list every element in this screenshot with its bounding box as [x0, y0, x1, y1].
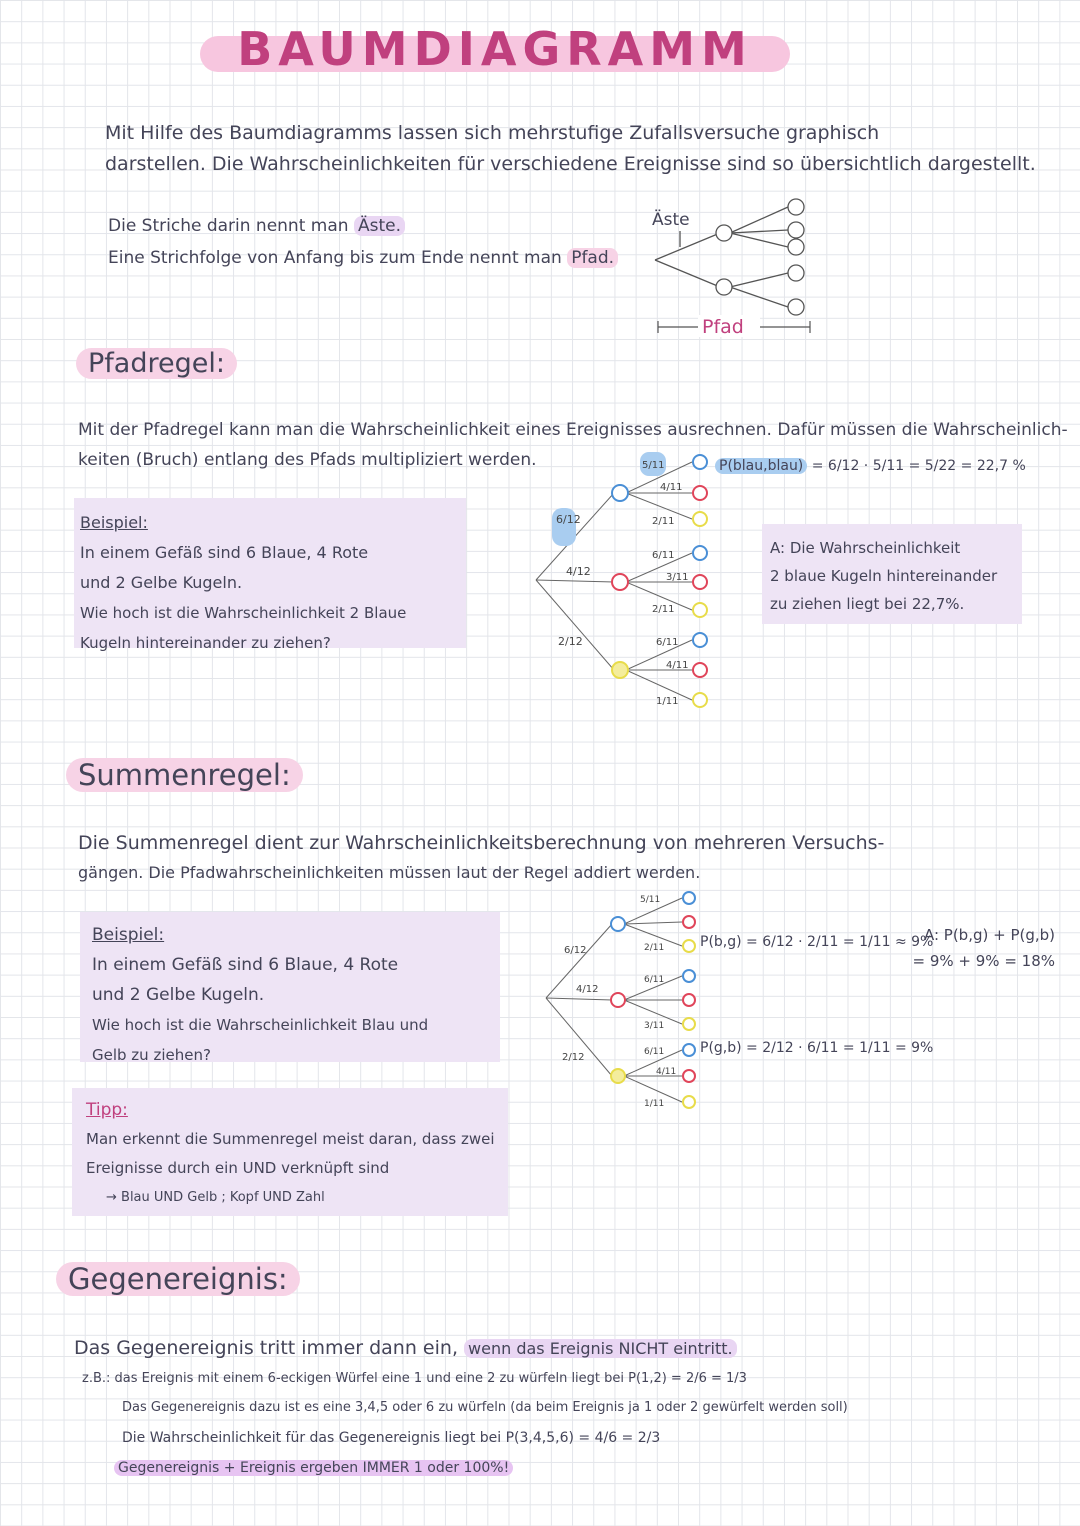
pfadregel-example-line-4: Kugeln hintereinander zu ziehen?: [80, 634, 331, 652]
intro-text: [105, 118, 1036, 180]
pfadregel-text-1: Mit der Pfadregel kann man die Wahrscheinlichkeit eines Ereignisses ausrechnen. Dafür müssen die Wahrscheinlich-: [78, 420, 1068, 440]
pfadregel-text-2: keiten (Bruch) entlang des Pfads multipliziert werden.: [78, 450, 537, 470]
gegenereignis-line-1: Das Gegenereignis tritt immer dann ein,: [74, 1337, 458, 1359]
tipp-line-2: Ereignisse durch ein UND verknüpft sind: [86, 1159, 390, 1177]
node-yellow: [612, 662, 628, 678]
sum-fraction-5-11: 5/11: [640, 895, 661, 905]
fraction-4-11-top: 4/11: [660, 482, 683, 493]
fraction-5-11-top: 5/11: [642, 460, 665, 471]
tipp-box: [72, 1088, 508, 1216]
sum-fraction-4-12: 4/12: [576, 984, 599, 995]
pfad-label: Pfad: [702, 316, 744, 338]
pfadregel-formula-label: P(blau,blau): [715, 458, 807, 474]
fraction-2-11-mid: 2/11: [652, 604, 675, 615]
fraction-4-11-bottom: 4/11: [666, 660, 689, 671]
pfadregel-answer-line-1: A: Die Wahrscheinlichkeit: [770, 539, 961, 557]
fraction-2-12: 2/12: [558, 635, 583, 648]
aeste-term: Äste.: [354, 216, 405, 236]
summenregel-tree-diagram: [540, 888, 710, 1118]
node-red: [612, 574, 628, 590]
pfadregel-formula: [715, 452, 1026, 480]
pfadregel-example-title: Beispiel:: [80, 513, 148, 532]
fraction-6-11-bottom: 6/11: [656, 637, 679, 648]
gegenereignis-heading: Gegenereignis:: [56, 1262, 300, 1296]
gegenereignis-line-5: Gegenereignis + Ereignis ergeben IMMER 1 oder 100%!: [114, 1460, 513, 1476]
pfadregel-tree-diagram: [530, 450, 730, 710]
fraction-6-11-mid: 6/11: [652, 550, 675, 561]
summenregel-example-title: Beispiel:: [92, 925, 165, 945]
summenregel-example-line-2: und 2 Gelbe Kugeln.: [92, 985, 265, 1005]
pfadregel-example-line-1: In einem Gefäß sind 6 Blaue, 4 Rote: [80, 543, 369, 562]
tipp-line-3: → Blau UND Gelb ; Kopf UND Zahl: [106, 1190, 325, 1205]
pfadregel-answer-line-3: zu ziehen liegt bei 22,7%.: [770, 595, 965, 613]
pfadregel-formula-value: = 6/12 · 5/11 = 5/22 = 22,7 %: [811, 458, 1026, 474]
gegenereignis-line-2: z.B.: das Ereignis mit einem 6-eckigen Würfel eine 1 und eine 2 zu würfeln liegt bei P(1,2) = 2/6 = 1/3: [82, 1371, 747, 1386]
pfad-term: Pfad.: [567, 248, 618, 268]
fraction-3-11-mid: 3/11: [666, 572, 689, 583]
tipp-line-1: Man erkennt die Summenregel meist daran, dass zwei: [86, 1130, 495, 1148]
sum-fraction-2-11: 2/11: [644, 943, 665, 953]
sum-fraction-2-12: 2/12: [562, 1052, 585, 1063]
tipp-title: Tipp:: [86, 1100, 128, 1120]
summenregel-text-2: gängen. Die Pfadwahrscheinlichkeiten müssen laut der Regel addiert werden.: [78, 863, 701, 882]
pfad-definition: Eine Strichfolge von Anfang bis zum Ende nennt man: [108, 248, 562, 268]
pfadregel-answer-box: [762, 524, 1022, 624]
summenregel-text-1: Die Summenregel dient zur Wahrscheinlichkeitsberechnung von mehreren Versuchs-: [78, 832, 885, 854]
aeste-label: Äste: [652, 210, 690, 230]
summenregel-example-line-1: In einem Gefäß sind 6 Blaue, 4 Rote: [92, 955, 399, 975]
sum-fraction-1-11: 1/11: [644, 1099, 665, 1109]
fraction-1-11-bottom: 1/11: [656, 696, 679, 707]
intro-line-1: Mit Hilfe des Baumdiagramms lassen sich mehrstufige Zufallsversuche graphisch: [105, 122, 880, 144]
summenregel-answer-line-2: = 9% + 9% = 18%: [912, 952, 1055, 970]
definition-tree-diagram: [640, 195, 830, 345]
fraction-2-11-top: 2/11: [652, 516, 675, 527]
aeste-definition: Die Striche darin nennt man: [108, 216, 349, 236]
page-title: BAUMDIAGRAMM: [237, 22, 753, 76]
gegenereignis-text: [74, 1332, 1064, 1483]
pfadregel-example-line-3: Wie hoch ist die Wahrscheinlichkeit 2 Blaue: [80, 604, 407, 622]
fraction-4-12: 4/12: [566, 565, 591, 578]
page-title-banner: [200, 22, 790, 82]
summenregel-example-box: [80, 912, 500, 1062]
summenregel-formula-1: P(b,g) = 6/12 · 2/11 = 1/11 ≈ 9%: [700, 934, 934, 950]
sum-fraction-6-11: 6/11: [644, 975, 665, 985]
summenregel-answer: [900, 922, 1055, 974]
gegenereignis-line-4: Die Wahrscheinlichkeit für das Gegenereignis liegt bei P(3,4,5,6) = 4/6 = 2/3: [122, 1430, 661, 1446]
pfadregel-answer-line-2: 2 blaue Kugeln hintereinander: [770, 567, 998, 585]
gegenereignis-line-1-highlight: wenn das Ereignis NICHT eintritt.: [464, 1339, 737, 1358]
gegenereignis-line-3: Das Gegenereignis dazu ist es eine 3,4,5 oder 6 zu würfeln (da beim Ereignis ja 1 oder 2 gewürfelt werden soll): [122, 1400, 848, 1415]
summenregel-formula-2: P(g,b) = 2/12 · 6/11 = 1/11 = 9%: [700, 1040, 934, 1056]
pfadregel-heading: Pfadregel:: [76, 348, 237, 379]
sum-fraction-6-11-b: 6/11: [644, 1047, 665, 1057]
summenregel-example-line-3: Wie hoch ist die Wahrscheinlichkeit Blau und: [92, 1016, 429, 1034]
summenregel-answer-line-1: A: P(b,g) + P(g,b): [923, 926, 1055, 944]
intro-line-2: darstellen. Die Wahrscheinlichkeiten für verschiedene Ereignisse sind so übersichtlich dargestellt.: [105, 153, 1036, 175]
pfadregel-example-box: [74, 498, 466, 652]
sum-fraction-3-11: 3/11: [644, 1021, 665, 1031]
sum-fraction-6-12: 6/12: [564, 945, 587, 956]
summenregel-heading: Summenregel:: [66, 758, 303, 792]
fraction-6-12: 6/12: [556, 513, 581, 526]
definitions: [108, 210, 618, 274]
summenregel-example-line-4: Gelb zu ziehen?: [92, 1046, 211, 1064]
node-blue: [612, 485, 628, 501]
pfadregel-example-line-2: und 2 Gelbe Kugeln.: [80, 573, 243, 592]
summenregel-text: [78, 828, 1038, 888]
sum-fraction-4-11: 4/11: [656, 1067, 677, 1077]
